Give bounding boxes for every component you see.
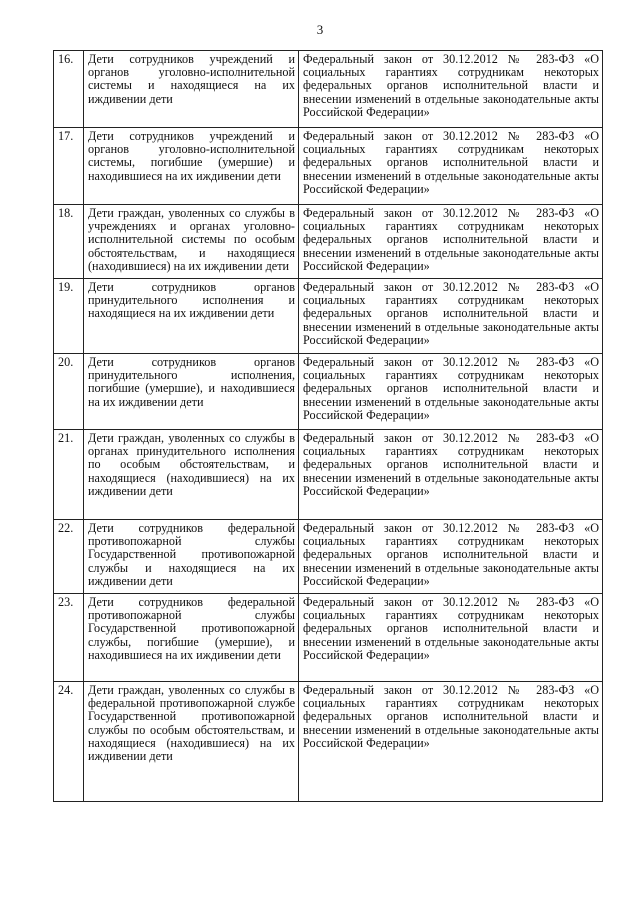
table-row	[54, 682, 603, 802]
page-number: 3	[316, 22, 324, 37]
law-cell: Федеральный закон от 30.12.2012 № 283-ФЗ «О социальных гарантиях сотрудникам некоторых федеральных органов исполнительной власти и внесении изменений в отдельные законодательные акты Российской Федерации»	[299, 354, 603, 430]
law-cell: Федеральный закон от 30.12.2012 № 283-ФЗ «О социальных гарантиях сотрудникам некоторых федеральных органов исполнительной власти и внесении изменений в отдельные законодательные акты Российской Федерации»	[299, 594, 603, 682]
table-row	[54, 128, 603, 205]
category-cell: Дети сотрудников федеральной противопожарной службы Государственной противопожарной службы, погибшие (умершие), и находившиеся на их иждивении дети	[84, 594, 299, 682]
law-cell: Федеральный закон от 30.12.2012 № 283-ФЗ «О социальных гарантиях сотрудникам некоторых федеральных органов исполнительной власти и внесении изменений в отдельные законодательные акты Российской Федерации»	[299, 682, 603, 802]
row-number: 18.	[54, 205, 84, 279]
category-cell: Дети сотрудников учреждений и органов уголовно-исполнительной системы и находящиеся на их иждивении дети	[84, 51, 299, 128]
table-row	[54, 279, 603, 354]
row-number: 23.	[54, 594, 84, 682]
category-cell: Дети граждан, уволенных со службы в учреждениях и органах уголовно-исполнительной системы по особым обстоятельствам, и находящиеся (находившиеся) на их иждивении дети	[84, 205, 299, 279]
law-cell: Федеральный закон от 30.12.2012 № 283-ФЗ «О социальных гарантиях сотрудникам некоторых федеральных органов исполнительной власти и внесении изменений в отдельные законодательные акты Российской Федерации»	[299, 51, 603, 128]
row-number: 16.	[54, 51, 84, 128]
category-cell: Дети сотрудников учреждений и органов уголовно-исполнительной системы, погибшие (умершие) и находившиеся на их иждивении дети	[84, 128, 299, 205]
category-cell: Дети граждан, уволенных со службы в органах принудительного исполнения по особым обстоятельствам, и находящиеся (находившиеся) на их иждивении дети	[84, 430, 299, 520]
law-cell: Федеральный закон от 30.12.2012 № 283-ФЗ «О социальных гарантиях сотрудникам некоторых федеральных органов исполнительной власти и внесении изменений в отдельные законодательные акты Российской Федерации»	[299, 520, 603, 594]
category-cell: Дети сотрудников органов принудительного исполнения и находящиеся на их иждивении дети	[84, 279, 299, 354]
table-row	[54, 354, 603, 430]
category-cell: Дети граждан, уволенных со службы в федеральной противопожарной службе Государственной противопожарной службы по особым обстоятельствам, и находящиеся (находившиеся) на их иждивении дети	[84, 682, 299, 802]
row-number: 22.	[54, 520, 84, 594]
row-number: 24.	[54, 682, 84, 802]
category-cell: Дети сотрудников федеральной противопожарной службы Государственной противопожарной службы и находящиеся на их иждивении дети	[84, 520, 299, 594]
row-number: 20.	[54, 354, 84, 430]
law-cell: Федеральный закон от 30.12.2012 № 283-ФЗ «О социальных гарантиях сотрудникам некоторых федеральных органов исполнительной власти и внесении изменений в отдельные законодательные акты Российской Федерации»	[299, 279, 603, 354]
law-cell: Федеральный закон от 30.12.2012 № 283-ФЗ «О социальных гарантиях сотрудникам некоторых федеральных органов исполнительной власти и внесении изменений в отдельные законодательные акты Российской Федерации»	[299, 430, 603, 520]
law-cell: Федеральный закон от 30.12.2012 № 283-ФЗ «О социальных гарантиях сотрудникам некоторых федеральных органов исполнительной власти и внесении изменений в отдельные законодательные акты Российской Федерации»	[299, 128, 603, 205]
table-row	[54, 520, 603, 594]
table-row	[54, 205, 603, 279]
table-row	[54, 594, 603, 682]
row-number: 21.	[54, 430, 84, 520]
table-row	[54, 430, 603, 520]
law-cell: Федеральный закон от 30.12.2012 № 283-ФЗ «О социальных гарантиях сотрудникам некоторых федеральных органов исполнительной власти и внесении изменений в отдельные законодательные акты Российской Федерации»	[299, 205, 603, 279]
category-cell: Дети сотрудников органов принудительного исполнения, погибшие (умершие), и находившиеся на их иждивении дети	[84, 354, 299, 430]
table-row	[54, 51, 603, 128]
row-number: 19.	[54, 279, 84, 354]
row-number: 17.	[54, 128, 84, 205]
benefits-table	[53, 50, 603, 802]
